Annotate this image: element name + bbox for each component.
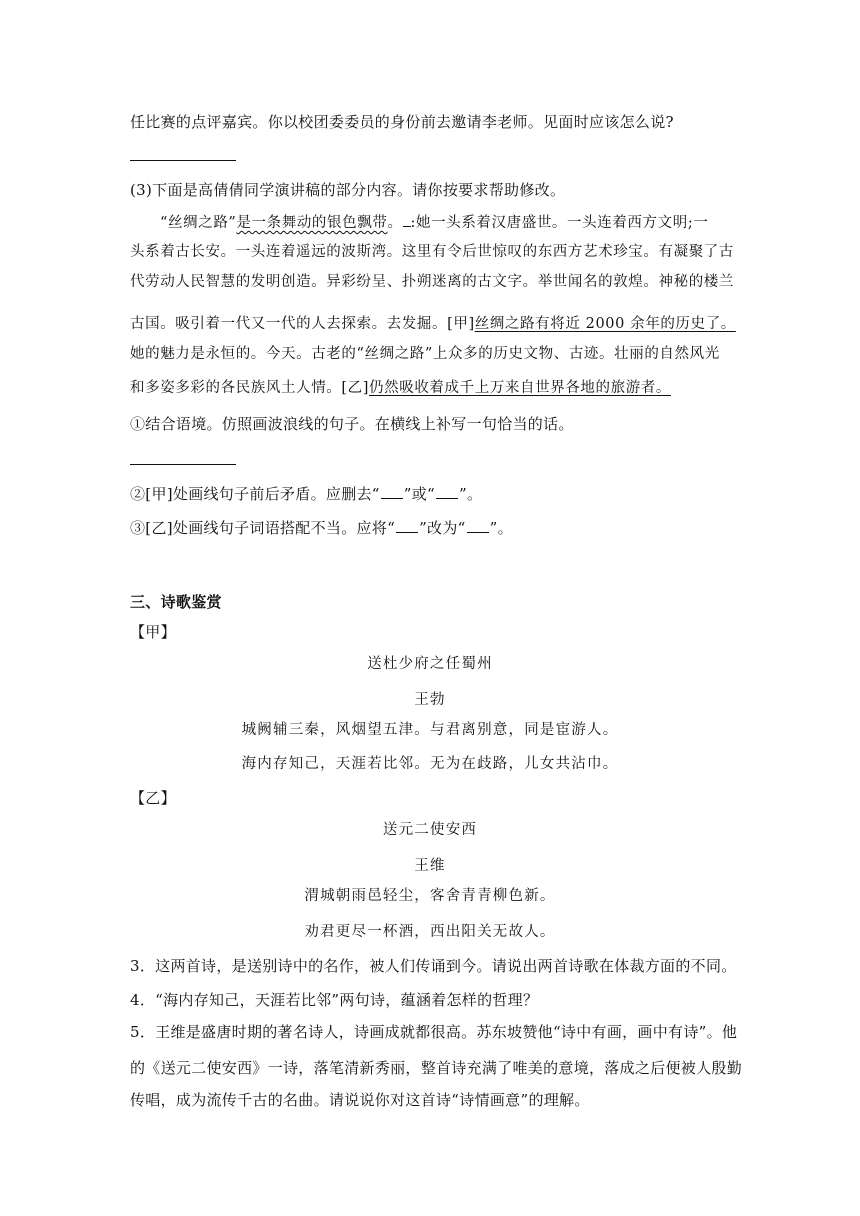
sub3-pre: ③[乙]处画线句子词语搭配不当。应将“ xyxy=(130,519,396,537)
sub3-post: ”。 xyxy=(489,519,513,537)
fill-blank-short[interactable] xyxy=(403,212,411,227)
sub-question-2 xyxy=(130,484,482,504)
fill-blank[interactable] xyxy=(381,484,403,499)
fill-blank[interactable] xyxy=(396,518,418,533)
speech-quote-term: “丝绸之路” xyxy=(160,215,237,231)
underlined-sentence-jia: 丝绸之路有将近 2000 余年的历史了。 xyxy=(474,316,736,332)
answer-blank-line[interactable] xyxy=(130,160,236,161)
poem-b-label: 【乙】 xyxy=(130,789,176,807)
question-5-line-2: 的《送元二使安西》一诗，落笔清新秀丽，整首诗充满了唯美的意境，落成之后便被人殷勤 xyxy=(130,1059,743,1077)
speech-line-4-pre: 古国。吸引着一代又一代的人去探索。去发掘。[甲] xyxy=(130,316,475,332)
poem-a-author: 王勃 xyxy=(414,692,446,708)
question-4: 4．“海内存知己，天涯若比邻”两句诗，蕴涵着怎样的哲理？ xyxy=(130,991,539,1009)
intro-line: 任比赛的点评嘉宾。你以校团委委员的身份前去邀请李老师。见面时应该怎么说? xyxy=(130,113,674,131)
answer-blank-line-2[interactable] xyxy=(130,464,236,465)
speech-line-6-pre: 和多姿多彩的各民族风土人情。[乙] xyxy=(130,380,370,396)
q3-prompt: (3)下面是高倩倩同学演讲稿的部分内容。请你按要求帮助修改。 xyxy=(130,181,566,199)
speech-line-1 xyxy=(160,212,708,233)
question-5-line-3: 传唱，成为流传千古的名曲。请说说你对这首诗“诗情画意”的理解。 xyxy=(130,1091,590,1109)
sub2-mid: ”或“ xyxy=(403,485,436,503)
sub-question-1: ①结合语境。仿照画波浪线的句子。在横线上补写一句恰当的话。 xyxy=(130,415,574,433)
poem-b-author: 王维 xyxy=(414,858,446,874)
speech-line-5: 她的魅力是永恒的。今天。古老的“丝绸之路”上众多的历史文物、古迹。壮丽的自然风光 xyxy=(130,346,720,362)
poem-b-title: 送元二使安西 xyxy=(382,822,478,838)
speech-line-4 xyxy=(130,314,736,334)
sub2-post: ”。 xyxy=(459,485,483,503)
underlined-sentence-yi: 仍然吸收着成千上万来自世界各地的旅游者。 xyxy=(369,380,672,396)
poem-a-line-2: 海内存知己，天涯若比邻。无为在歧路，儿女共沾巾。 xyxy=(241,756,619,772)
poem-b-line-1: 渭城朝雨邑轻尘，客舍青青柳色新。 xyxy=(304,888,556,904)
section-title: 三、诗歌鉴赏 xyxy=(130,593,222,611)
poem-a-label: 【甲】 xyxy=(130,623,176,641)
speech-line-1-rest: :她一头系着汉唐盛世。一头连着西方文明;一 xyxy=(410,215,709,231)
speech-line-3: 代劳动人民智慧的发明创造。异彩纷呈、扑朔迷离的古文字。举世闻名的敦煌。神秘的楼兰 xyxy=(130,274,734,290)
speech-line-6 xyxy=(130,378,671,398)
sub-question-3 xyxy=(130,518,513,538)
wavy-underlined-sentence: 是一条舞动的银色飘带 xyxy=(236,215,388,231)
question-5-line-1: 5．王维是盛唐时期的著名诗人，诗画成就都很高。苏东坡赞他“诗中有画，画中有诗”。他 xyxy=(130,1023,738,1041)
sub2-pre: ②[甲]处画线句子前后矛盾。应删去“ xyxy=(130,485,380,503)
speech-line-2: 头系着古长安。一头连着遥远的波斯湾。这里有令后世惊叹的东西方艺术珍宝。有凝聚了古 xyxy=(130,244,734,260)
question-3: 3．这两首诗，是送别诗中的名作，被人们传诵到今。请说出两首诗歌在体裁方面的不同。 xyxy=(130,957,737,975)
speech-punct: 。 xyxy=(387,215,403,231)
poem-a-line-1: 城阙辅三秦，风烟望五津。与君离别意，同是宦游人。 xyxy=(241,722,619,738)
fill-blank[interactable] xyxy=(467,518,489,533)
poem-b-line-2: 劝君更尽一杯酒，西出阳关无故人。 xyxy=(304,924,556,940)
poem-a-title: 送杜少府之任蜀州 xyxy=(367,656,493,672)
fill-blank[interactable] xyxy=(436,484,458,499)
sub3-mid: ”改为“ xyxy=(419,519,466,537)
